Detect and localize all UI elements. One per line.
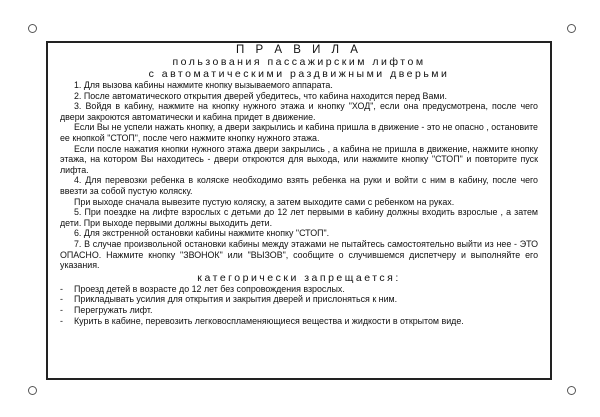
mounting-hole-bottom-right: [567, 386, 576, 395]
mounting-hole-bottom-left: [28, 386, 37, 395]
bullet-dash: -: [60, 294, 63, 305]
bullet-dash: -: [60, 305, 63, 316]
rule-3: 3. Войдя в кабину, нажмите на кнопку нужного этажа и кнопку "ХОД", если она предусмотрена, после чего двери закроются автоматически и кабина придет в движение.: [60, 101, 538, 122]
rule-5: 5. При поездке на лифте взрослых с детьми до 12 лет первыми в кабину должны входить взрослые , а затем дети. При выходе первыми должны выходить дети.: [60, 207, 538, 228]
rule-1: 1. Для вызова кабины нажмите кнопку вызываемого аппарата.: [74, 80, 333, 90]
forbidden-item-text: Проезд детей в возрасте до 12 лет без сопровождения взрослых.: [74, 283, 345, 294]
forbidden-item-text: Курить в кабине, перевозить легковоспламеняющиеся вещества и жидкости в открытом виде.: [74, 316, 464, 327]
sign-subtitle-1: пользования пассажирским лифтом: [172, 56, 426, 68]
sign-subtitle-2: с автоматическими раздвижными дверьми: [148, 68, 450, 80]
mounting-hole-top-left: [28, 24, 37, 33]
rule-2: 2. После автоматического открытия дверей убедитесь, что кабина находится перед Вами.: [74, 90, 447, 101]
bullet-dash: -: [60, 316, 63, 327]
forbidden-item: [60, 316, 538, 327]
rule-4-note: При выходе сначала вывезите пустую коляску, а затем выходите сами с ребенком на руках.: [74, 196, 455, 207]
sign-content: [60, 44, 538, 327]
rule-4: 4. Для перевозки ребенка в коляске необходимо взять ребенка на руки и войти с ним в кабину, после чего ввезти за собой пустую коляску.: [60, 175, 538, 196]
rule-3-note-b: Если после нажатия кнопки нужного этажа двери закрылись , а кабина не пришла в движение, нажмите кнопку этажа, на котором Вы находитесь - двери откроются для выхода, или нажмите кнопку "СТОП" и повторите пуск лифта.: [60, 143, 538, 175]
forbidden-title: категорически запрещается:: [197, 271, 401, 284]
rule-6: 6. Для экстренной остановки кабины нажмите кнопку "СТОП".: [74, 228, 330, 239]
forbidden-item-text: Прикладывать усилия для открытия и закрытия дверей и прислоняться к ним.: [74, 294, 398, 305]
forbidden-item-text: Перегружать лифт.: [74, 305, 153, 316]
forbidden-item: [60, 305, 538, 316]
forbidden-item: [60, 284, 538, 295]
sign-title: П Р А В И Л А: [236, 44, 362, 56]
rule-7: 7. В случае произвольной остановки кабины между этажами не пытайтесь самостоятельно выйти из нее - ЭТО ОПАСНО. Нажмите кнопку "ЗВОНОК" или "ВЫЗОВ", сообщите о случившемся диспетчеру и выполняйте его указания.: [60, 238, 538, 271]
rule-3-note-a: Если Вы не успели нажать кнопку, а двери закрылись и кабина пришла в движение - это не опасно , остановите ее кнопкой "СТОП", после чего нажмите кнопку нужного этажа.: [60, 122, 538, 143]
mounting-hole-top-right: [567, 24, 576, 33]
forbidden-item: [60, 294, 538, 305]
bullet-dash: -: [60, 283, 63, 294]
